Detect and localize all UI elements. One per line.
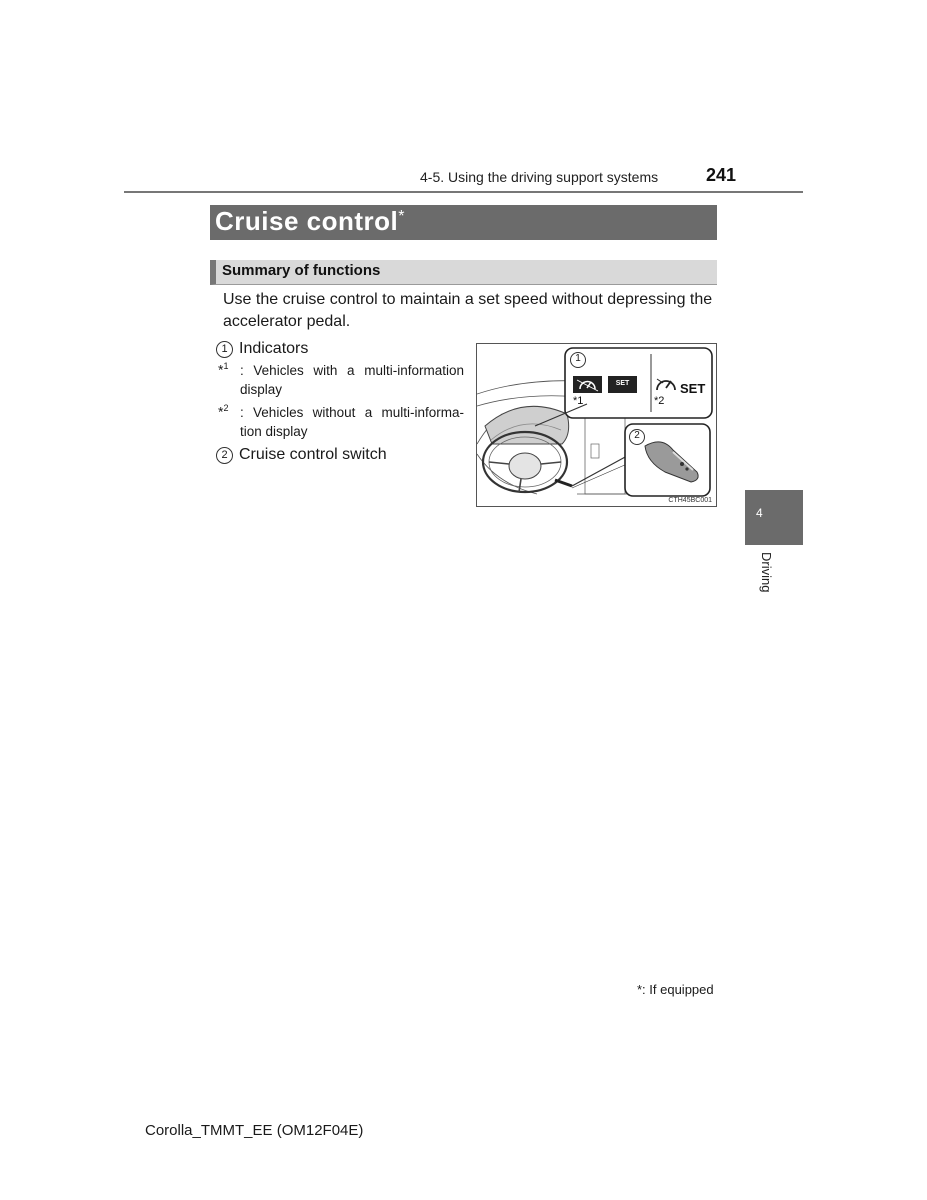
page-number: 241 — [706, 165, 737, 185]
circled-number: 2 — [216, 447, 233, 464]
page-title-bar — [210, 205, 717, 240]
note-text-line2: tion display — [240, 424, 308, 439]
star1-label: *1 — [573, 395, 584, 407]
chapter-label: Driving — [759, 552, 774, 593]
star2-label: *2 — [654, 395, 665, 407]
list-item — [216, 446, 387, 464]
chapter-tab — [745, 490, 803, 545]
set-indicator-badge: SET — [615, 380, 630, 387]
dashboard-illustration — [477, 344, 716, 506]
subheading: Summary of functions — [222, 262, 381, 279]
note-text-line1: : Vehicles with a multi-information — [240, 363, 464, 378]
list-item — [216, 340, 308, 358]
footnote-item — [218, 361, 464, 399]
note-mark: *$^2$ — [218, 403, 229, 420]
list-item-label: Cruise control switch — [239, 446, 387, 463]
chapter-number: 4 — [756, 506, 763, 520]
if-equipped-footnote: *: If equipped — [637, 982, 714, 997]
list-item-label: Indicators — [239, 340, 309, 357]
intro-paragraph: Use the cruise control to maintain a set speed without depressing the accelerator pedal. — [223, 291, 713, 330]
figure-code: CTH45BC001 — [668, 497, 712, 504]
callout-number-1: 1 — [575, 353, 581, 364]
footnote-item — [218, 403, 464, 441]
cruise-control-illustration — [476, 343, 717, 507]
circled-number: 1 — [216, 341, 233, 358]
document-footer: Corolla_TMMT_EE (OM12F04E) — [145, 1122, 364, 1139]
header-divider — [124, 191, 803, 193]
note-text-line2: display — [240, 382, 283, 397]
page-title — [215, 206, 405, 236]
callout-number-2: 2 — [634, 430, 640, 441]
set-indicator-label: SET — [680, 381, 706, 396]
note-mark: *$^1$ — [218, 361, 229, 378]
note-text-line1: : Vehicles without a multi-informa- — [240, 405, 464, 420]
section-label: 4-5. Using the driving support systems — [420, 169, 659, 185]
page-title-text: Cruise control — [215, 206, 399, 236]
subheading-bar — [210, 260, 717, 285]
if-equipped-asterisk: * — [398, 208, 405, 225]
